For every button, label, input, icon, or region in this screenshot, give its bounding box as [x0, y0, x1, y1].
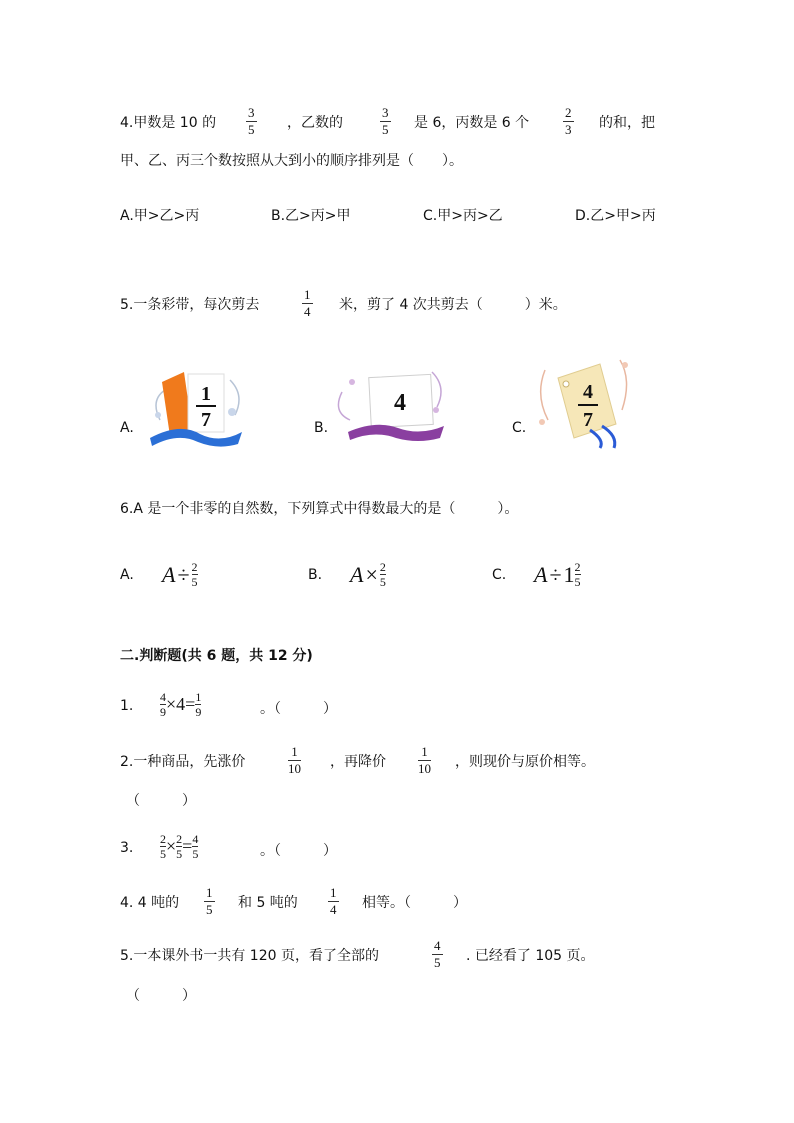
svg-text:7: 7 — [201, 409, 211, 431]
statement-text-1: 2.一种商品，先涨价 — [120, 754, 246, 770]
equation: 2 5 × 2 5 = 4 5 — [160, 832, 199, 861]
statement-text-3: 相等。（ ） — [362, 895, 467, 911]
fraction: 3 5 — [382, 105, 389, 137]
statement-text-1: 5.一本课外书一共有 120 页，看了全部的 — [120, 948, 379, 964]
fraction: 4 5 — [434, 938, 441, 970]
statement-text-2: 和 5 吨的 — [238, 895, 298, 911]
section-title: 二.判断题(共 6 题，共 12 分) — [120, 648, 313, 664]
svg-text:4: 4 — [394, 390, 406, 416]
q4-text-3: 是 6，丙数是 6 个 — [414, 115, 530, 131]
statement-text-2: ，再降价 — [330, 754, 386, 770]
answer-blank[interactable]: 。（ ） — [260, 843, 337, 859]
fraction: 1 4 — [304, 287, 311, 319]
answer-blank[interactable]: （ ） — [126, 988, 196, 1004]
option-c[interactable]: C.甲>丙>乙 — [423, 208, 503, 224]
statement-text-3: ，则现价与原价相等。 — [455, 754, 595, 770]
fraction: 2 3 — [565, 105, 572, 137]
option-c-label[interactable]: C. — [512, 420, 527, 436]
fraction: 1 5 — [206, 885, 213, 917]
option-a-label[interactable]: A. — [120, 420, 134, 436]
q5-text-2: 米，剪了 4 次共剪去（ ）米。 — [339, 297, 567, 313]
statement-text-2: . 已经看了 105 页。 — [466, 948, 595, 964]
option-b-label[interactable]: B. — [314, 420, 329, 436]
q4-text-1: 4.甲数是 10 的 — [120, 115, 217, 131]
option-b-label[interactable]: B. — [308, 567, 323, 583]
q6-text: 6.A 是一个非零的自然数，下列算式中得数最大的是（ ）。 — [120, 501, 519, 517]
item-number: 1. — [120, 698, 134, 714]
fraction: 1 10 — [418, 744, 431, 776]
expression-c: A ÷ 1 2 5 — [534, 560, 581, 589]
expression-b: A × 2 5 — [350, 560, 386, 589]
q4-text-2: ，乙数的 — [287, 115, 343, 131]
svg-text:1: 1 — [201, 383, 211, 405]
option-b[interactable]: B.乙>丙>甲 — [271, 208, 351, 224]
option-c-label[interactable]: C. — [492, 567, 507, 583]
option-a-label[interactable]: A. — [120, 567, 134, 583]
q5-text-1: 5.一条彩带，每次剪去 — [120, 297, 260, 313]
q4-text-line2: 甲、乙、丙三个数按照从大到小的顺序排列是（ ）。 — [120, 153, 463, 169]
decorative-card-a — [140, 360, 250, 450]
item-number: 3. — [120, 840, 134, 856]
svg-text:7: 7 — [583, 409, 593, 431]
decorative-card-c — [530, 350, 635, 450]
fraction: 1 10 — [288, 744, 301, 776]
fraction: 3 5 — [248, 105, 255, 137]
q4-text-4: 的和，把 — [599, 115, 655, 131]
svg-text:4: 4 — [583, 381, 593, 403]
statement-text-1: 4. 4 吨的 — [120, 895, 180, 911]
expression-a: A ÷ 2 5 — [162, 560, 198, 589]
option-a[interactable]: A.甲>乙>丙 — [120, 208, 200, 224]
fraction: 1 4 — [330, 885, 337, 917]
answer-blank[interactable]: （ ） — [126, 793, 196, 809]
option-d[interactable]: D.乙>甲>丙 — [575, 208, 656, 224]
answer-blank[interactable]: 。（ ） — [260, 701, 337, 717]
decorative-card-b — [332, 362, 452, 442]
equation: 4 9 × 4 = 1 9 — [160, 690, 202, 719]
